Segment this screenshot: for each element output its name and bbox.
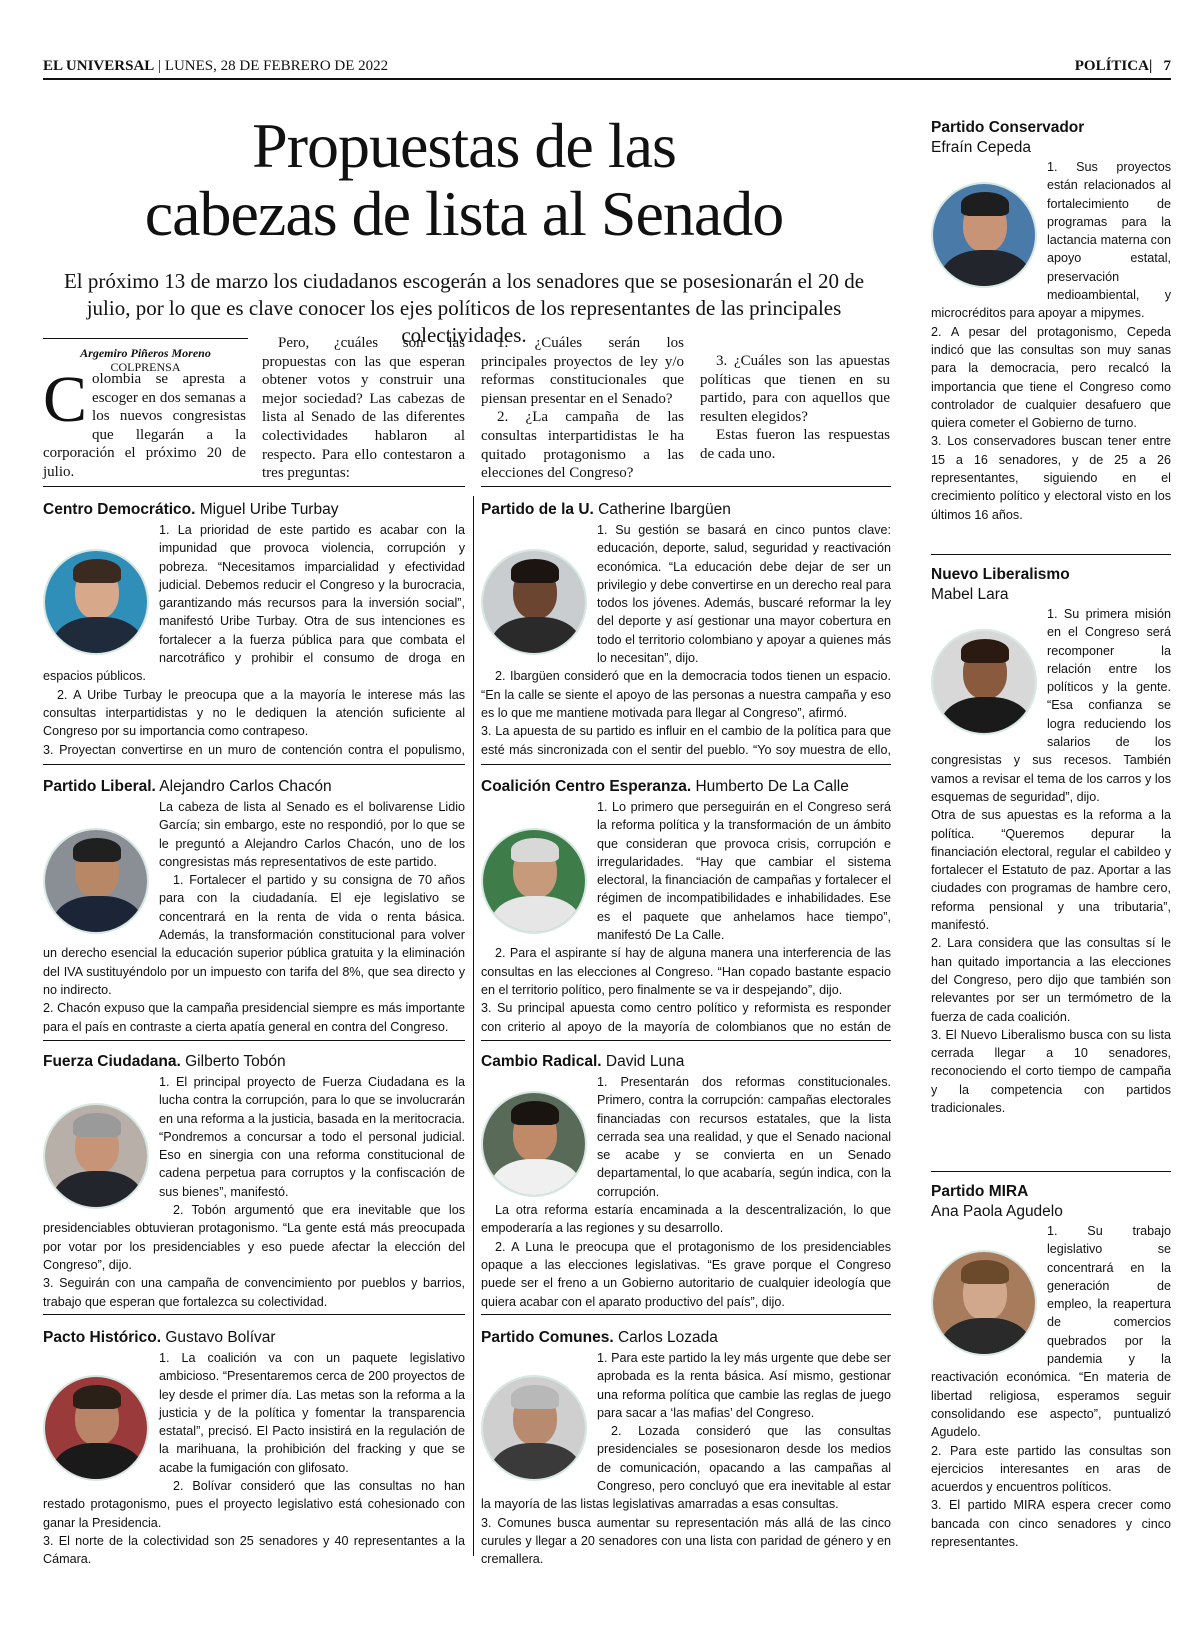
candidate-photo (43, 1103, 149, 1209)
intro-closing: Estas fueron las respuestas de cada uno. (700, 427, 890, 462)
candidate-photo (43, 549, 149, 655)
issue-date: LUNES, 28 DE FEBRERO DE 2022 (164, 58, 389, 74)
candidate-name: Miguel Uribe Turbay (199, 501, 339, 518)
section-heading (43, 1052, 465, 1072)
answer-1: 1. Lo primero que perseguirán en el Congreso será la reforma política y la transformación de un ámbito que consideran que provoca crisis, corrupción e irregularidades. “Hay que cambiar el sistema electoral, la financiación de campañas y fortalecer el régimen de incompatibilidades e inhabilidades. Ese es el paquete que anhelamos hace tiempo”, manifestó De La Calle. (597, 800, 891, 943)
answer-1: 1. Su trabajo legislativo se concentrará en la generación de empleo, la reapertura de comercios quebrados por la pandemia y la reactivación económica. “En materia de libertad religiosa, esperamos seguir consolidando ese aspecto”, puntualizó Agudelo. (931, 1224, 1171, 1440)
byline-rule (43, 338, 248, 339)
answer-2: 2. Para el aspirante sí hay de alguna manera una interferencia de las consultas en las elecciones al Congreso. “Han copado bastante espacio en el territorio político, pero finalmente se va ir despejando”, dijo. (481, 946, 891, 997)
candidate-photo (43, 828, 149, 934)
divider (481, 486, 891, 487)
candidate-name: Alejandro Carlos Chacón (159, 778, 332, 795)
candidate-photo (481, 549, 587, 655)
answer-3: 3. La apuesta de su partido es influir en el cambio de la política para que esté más sincronizada con el sentir del pueblo. “Yo soy muestra de ello, (481, 724, 891, 757)
answer-2: 2. Chacón expuso que la campaña presidencial siempre es más importante para el país en contraste a cierta apatía general en contra del Congreso. (43, 1001, 465, 1034)
paper-name: EL UNIVERSAL (43, 58, 155, 74)
section-partido-comunes (481, 1328, 891, 1578)
answer-2: 2. A Luna le preocupa que el protagonismo de los presidenciables opaque a las elecciones legislativas. “Es grave porque el Congreso puede ser el freno a un Gobierno autoritario de cualquier ideología que quiera acabar con el aparato productivo del país”, dijo. (481, 1239, 891, 1309)
section-heading (481, 777, 891, 797)
section-body (43, 1349, 465, 1569)
answer-3 (43, 1036, 465, 1039)
answer-2: 2. Tobón argumentó que era inevitable que los presidenciables obtuvieran protagonismo. “La gente está más preocupada por votar por los presidenciables y eso puede afectar la elección del Congreso”, dijo. (43, 1203, 465, 1272)
section-body (481, 1073, 891, 1314)
divider (931, 1171, 1171, 1172)
section-body (931, 605, 1171, 1117)
section-heading (481, 1052, 891, 1072)
candidate-photo (481, 1091, 587, 1197)
drop-cap: C (43, 363, 88, 436)
masthead: EL UNIVERSAL | LUNES, 28 DE FEBRERO DE 2022 (43, 58, 389, 74)
candidate-photo (931, 182, 1037, 288)
question-1: 1. ¿Cuáles serán los principales proyectos de ley y/o reformas constitucionales que piensan presentar en el Senado? (481, 335, 684, 407)
candidate-photo (43, 1375, 149, 1481)
intro-column-2 (262, 334, 465, 483)
party-name: Pacto Histórico. (43, 1329, 161, 1346)
agency-name: COLPRENSA (110, 360, 181, 374)
answer-2: 2. A Uribe Turbay le preocupa que a la mayoría le interese más las consultas interpartidistas y no le dediquen la atención suficiente al Congreso por su importancia como contrapeso. (43, 687, 465, 739)
headline-line-2: cabezas de lista al Senado (144, 178, 784, 249)
party-name: Partido Comunes. (481, 1329, 614, 1346)
candidate-name: Efraín Cepeda (931, 139, 1031, 156)
divider (43, 1314, 465, 1315)
author-name: Argemiro Piñeros Moreno (80, 346, 211, 360)
deck: El próximo 13 de marzo los ciudadanos escogerán a los senadores que se posesionarán el 20 de julio, por lo que es clave conocer los ejes políticos de los representantes de las principales colectividades. (63, 269, 865, 347)
answer-3: 3. El partido MIRA espera crecer como bancada con cinco senadores y cinco representantes. (931, 1498, 1171, 1550)
divider (43, 764, 465, 765)
section-partido-liberal (43, 777, 465, 1039)
section-fuerza-ciudadana (43, 1052, 465, 1314)
section-body (43, 1073, 465, 1311)
section-name: POLÍTICA (1074, 58, 1149, 74)
section-partido-conservador (931, 118, 1171, 548)
answer-intro: La cabeza de lista al Senado es el bolivarense Lidio García; sin embargo, este no respondió, por lo que se le preguntó a Alejandro Carlos Chacón, uno de los congresistas más representativos de este partido. (159, 800, 465, 869)
answer-2: 2. A pesar del protagonismo, Cepeda indicó que las consultas son muy sanas para la democracia, pero recalcó la importancia que tiene el Congreso como controlador de cualquier desafuero que quiera cometer el Gobierno de turno. (931, 324, 1171, 431)
answer-3: 3. El Nuevo Liberalismo busca con su lista cerrada llegar a 10 senadores, reconociendo el corto tiempo de campaña y la competencia con partidos tradicionales. (931, 1027, 1171, 1116)
intro-column-4 (700, 352, 890, 464)
page-number: 7 (1163, 58, 1171, 74)
candidate-name: Mabel Lara (931, 586, 1009, 603)
section-body (43, 521, 465, 762)
answer-1: 1. Fortalecer el partido y su consigna de 70 años para con la ciudadanía. El eje legislativo se concentrará en la renta de vida o renta básica. Además, la transformación constitucional para volver un derecho esencial la educación superior pública gratuita y la eliminación del IVA sustituyéndolo por un impuesto con tarifa del 8%, que sea directo y no indirecto. (43, 873, 465, 997)
section-heading (43, 777, 465, 797)
section-heading (43, 500, 465, 520)
answer-1-continued: Otra de sus apuestas es la reforma a la política. “Queremos depurar la financiación electoral, regular el cabildeo y fortalecer el Estatuto de paz. Aportar a las ciudades con programas de hambre cero, reforma pensional y una tributaria”, manifestó. (931, 808, 1171, 933)
answer-3 (481, 1311, 891, 1314)
answer-1: 1. La coalición va con un paquete legislativo ambicioso. “Presentaremos cerca de 200 proyectos de ley desde el primer día. Las metas son la reforma a la justicia y de la política y fomentar la transparencia estatal”, precisó. El Pacto insistirá en la regulación de la marihuana, la prohibición del fracking y que se acabe la fumigación con glifosato. (159, 1351, 465, 1475)
answer-1: 1. Su primera misión en el Congreso será recomponer la relación entre los políticos y la gente. “Esa confianza se logra reduciendo los salarios de los congresistas y sus recesos. También vamos a revisar el tema de los carros y los esquemas de seguridad”, dijo. (931, 607, 1171, 804)
headline-line-1: Propuestas de las (252, 110, 676, 181)
section-label: POLÍTICA| 7 (1074, 58, 1171, 74)
divider (931, 554, 1171, 555)
answer-1-continued: La otra reforma estaría encaminada a la descentralización, lo que empoderaría a las regiones y su desarrollo. (481, 1203, 891, 1236)
candidate-photo (481, 828, 587, 934)
section-heading (931, 565, 1171, 605)
answer-2: 2. Ibargüen consideró que en la democracia todos tienen un espacio. “En la calle se siente el apoyo de las personas a nuestra campaña y eso es lo que me mantiene motivada para llegar al Congreso”, afirmó. (481, 669, 891, 720)
answer-1: 1. El principal proyecto de Fuerza Ciudadana es la lucha contra la corrupción, para lo que se involucrarán en una reforma a la justicia, basada en la meritocracia. “Pondremos a concursar a todo el personal judicial. Eso en sinergia con una reforma constitucional de cadena perpetua para corruptos y la confiscación de sus bienes”, manifestó. (159, 1075, 465, 1199)
divider (481, 1040, 891, 1041)
party-name: Partido Liberal. (43, 778, 156, 795)
section-coalicion-centro-esperanza (481, 777, 891, 1039)
section-heading (481, 1328, 891, 1348)
section-body (481, 521, 891, 762)
answer-1: 1. Presentarán dos reformas constitucionales. Primero, contra la corrupción: campañas electorales financiadas con recursos estatales, que la lista cerrada sea una realidad, y que el Senado nacional se acabe y se convierta en un Senado departamental, lo que acabaría, según indica, con la corrupción. (597, 1075, 891, 1199)
party-name: Fuerza Ciudadana. (43, 1053, 181, 1070)
question-3: 3. ¿Cuáles son las apuestas políticas que tienen en su partido, para con aquellos que resulten elegidos? (700, 353, 890, 425)
question-2: 2. ¿La campaña de las consultas interpartidistas le ha quitado protagonismo a las elecciones del Congreso? (481, 409, 684, 482)
divider (43, 1040, 465, 1041)
candidate-name: Gustavo Bolívar (165, 1329, 276, 1346)
party-name: Centro Democrático. (43, 501, 196, 518)
section-cambio-radical (481, 1052, 891, 1314)
party-name: Partido de la U. (481, 501, 594, 518)
answer-1: 1. Para este partido la ley más urgente que debe ser aprobada es la renta básica. Así mismo, gestionar una reforma política que cambie las reglas de juego para sacar a ‘las mafias’ del Congreso. (597, 1351, 891, 1420)
party-name: Partido MIRA (931, 1183, 1029, 1200)
candidate-name: Carlos Lozada (617, 1329, 718, 1346)
intro-paragraph-1: olombia se apresta a escoger en dos semanas a los nuevos congresistas que llegarán a la corporación el próximo 20 de julio. (43, 371, 246, 480)
party-name: Coalición Centro Esperanza. (481, 778, 692, 795)
section-body (931, 1222, 1171, 1551)
answer-3: 3. Los conservadores buscan tener entre 15 a 16 senadores, y de 25 a 26 representantes, siguiendo en el crecimiento político y electoral visto en los últimos 16 años. (931, 434, 1171, 522)
column-divider (473, 496, 474, 1556)
section-body (481, 798, 891, 1039)
candidate-name: Catherine Ibargüen (598, 501, 731, 518)
candidate-name: David Luna (605, 1053, 685, 1070)
candidate-name: Ana Paola Agudelo (931, 1203, 1063, 1220)
headline (43, 112, 885, 248)
section-body (931, 158, 1171, 524)
section-body (43, 798, 465, 1039)
answer-3: 3. Comunes busca aumentar su representación más allá de las cinco curules y llegar a 20 senadores con una lista con paridad de género y en cremallera. (481, 1515, 891, 1567)
candidate-photo (931, 629, 1037, 735)
section-heading (481, 500, 891, 520)
answer-3: 3. Seguirán con una campaña de convencimiento por pueblos y barrios, trabajo que esperan que fortalezca su colectividad. (43, 1276, 465, 1309)
answer-1: 1. La prioridad de este partido es acabar con la impunidad que provoca violencia, corrupción y pobreza. “Necesitamos imparcialidad y efectividad judicial. Debemos reducir el Congreso y la burocracia, garantizando más recursos para la inversión social”, manifestó Uribe Turbay. Otra de sus intenciones es fortalecer a la fuerza pública para que combata el narcotráfico y prohibir el consumo de droga en espacios públicos. (43, 523, 465, 684)
answer-3: 3. Proyectan convertirse en un muro de contención contra el populismo, (43, 742, 465, 757)
section-partido-mira (931, 1182, 1171, 1582)
answer-3: 3. Su principal apuesta como centro político y reformista es responder con criterio al apoyo de la mayoría de colombianos que no están de (481, 1001, 891, 1034)
answer-2: 2. Para este partido las consultas son ejercicios interesantes en aras de acuerdos y encuentros políticos. (931, 1443, 1171, 1495)
divider (481, 764, 891, 765)
answer-2: 2. Lozada consideró que las consultas presidenciales se posesionaron desde los medios de comunicación, opacando a las campañas al Congreso, pero concluyó que era inevitable al estar la mayoría de las listas legislativas amarradas a esas consultas. (481, 1424, 891, 1512)
party-name: Nuevo Liberalismo (931, 566, 1070, 583)
section-pacto-historico (43, 1328, 465, 1578)
section-centro-democratico (43, 500, 465, 762)
candidate-name: Humberto De La Calle (695, 778, 849, 795)
answer-2: 2. Lara considera que las consultas sí le han quitado importancia a las elecciones del Congreso, pero dijo que también son relevantes por ser un termómetro de la fuerza de cada coalición. (931, 936, 1171, 1024)
section-heading (931, 118, 1171, 158)
answer-1: 1. Sus proyectos están relacionados al fortalecimiento de programas para la lactancia materna con apoyo estatal, preservación medioambiental, y microcréditos para apoyar a mipymes. (931, 160, 1171, 321)
party-name: Partido Conservador (931, 119, 1085, 136)
answer-1: 1. Su gestión se basará en cinco puntos clave: educación, deporte, salud, seguridad y reactivación económica. “La educación debe dejar de ser un privilegio y debe convertirse en un derecho real para todos los jóvenes. Además, buscaré reformar la ley del deporte y así gestionar una mayor cobertura en todo el territorio colombiano y apoyar a quienes más lo necesitan”, dijo. (597, 523, 891, 666)
party-name: Cambio Radical. (481, 1053, 602, 1070)
section-heading (43, 1328, 465, 1348)
answer-2: 2. Bolívar consideró que las consultas no han restado protagonismo, pues el proyecto legislativo está cohesionado con ganar la Presidencia. (43, 1479, 465, 1530)
candidate-name: Gilberto Tobón (185, 1053, 286, 1070)
divider (481, 1314, 891, 1315)
answer-3: 3. El norte de la colectividad son 25 senadores y 40 representantes a la Cámara. (43, 1533, 465, 1567)
page-header (43, 58, 1171, 80)
divider (43, 486, 465, 487)
section-body (481, 1349, 891, 1569)
intro-paragraph-2: Pero, ¿cuáles son las propuestas con las que esperan obtener votos y construir una mejor sociedad? Las cabezas de lista al Senado de las diferentes colectividades hablaron al respecto. Para ello contestaron a tres preguntas: (262, 335, 465, 482)
section-nuevo-liberalismo (931, 565, 1171, 1165)
candidate-photo (931, 1250, 1037, 1356)
candidate-photo (481, 1375, 587, 1481)
intro-column-3 (481, 334, 684, 483)
section-partido-de-la-u (481, 500, 891, 762)
section-heading (931, 1182, 1171, 1222)
